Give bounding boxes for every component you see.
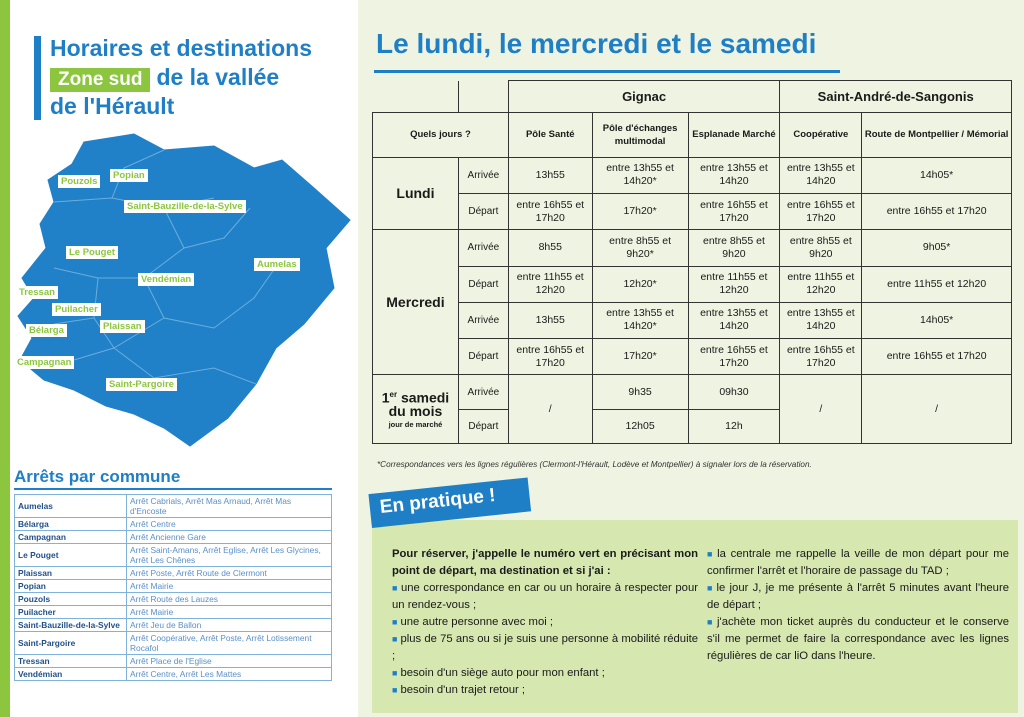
time-cell: 17h20* <box>592 193 688 229</box>
practice-item: ■ j'achète mon ticket auprès du conducteur et le conserve s'il me permet de faire la correspondance avec les lignes régulières de car liO dans l'heure. <box>707 616 1009 662</box>
stops-row <box>15 606 332 619</box>
time-cell: entre 8h55 et 9h20 <box>688 230 780 266</box>
town-saint-bauzille: Saint-Bauzille-de-la-Sylve <box>124 200 246 213</box>
commune-name: Bélarga <box>15 518 127 531</box>
page-title <box>50 34 350 121</box>
stop-pole-echanges: Pôle d'échanges multimodal <box>592 113 688 157</box>
practice-item: ■ la centrale me rappelle la veille de mon départ pour me confirmer l'arrêt et l'horaire de passage du TAD ; <box>707 548 1009 577</box>
quels-jours-header: Quels jours ? <box>373 113 509 157</box>
row-type: Arrivée <box>458 157 508 193</box>
practice-item: ■ une correspondance en car ou un horaire à respecter pour un rendez-vous ; <box>392 582 699 611</box>
time-cell: entre 16h55 et 17h20 <box>862 193 1012 229</box>
commune-name: Saint-Bauzille-de-la-Sylve <box>15 619 127 632</box>
town-popian: Popian <box>110 169 148 182</box>
day-samedi <box>373 375 459 444</box>
commune-name: Saint-Pargoire <box>15 632 127 655</box>
commune-name: Puilacher <box>15 606 127 619</box>
row-type: Départ <box>458 409 508 443</box>
time-cell: entre 8h55 et 9h20* <box>592 230 688 266</box>
commune-name: Tressan <box>15 655 127 668</box>
schedule-footnote: *Correspondances vers les lignes régulières (Clermont-l'Hérault, Lodève et Montpellier) à signaler lors de la réservation. <box>377 460 812 469</box>
stops-row <box>15 518 332 531</box>
slash-cell: / <box>508 375 592 444</box>
commune-stops: Arrêt Ancienne Gare <box>127 531 332 544</box>
stops-row <box>15 593 332 606</box>
stops-title-underline <box>14 488 332 490</box>
samedi-label: samedi du mois <box>388 389 450 419</box>
row-type: Arrivée <box>458 302 508 338</box>
commune-name: Plaissan <box>15 567 127 580</box>
time-cell: entre 16h55 et 17h20 <box>862 339 1012 375</box>
row-type: Arrivée <box>458 230 508 266</box>
town-plaissan: Plaissan <box>100 320 145 333</box>
town-aumelas: Aumelas <box>254 258 300 271</box>
time-cell: 9h35 <box>592 375 688 409</box>
bullet-icon: ■ <box>392 617 398 627</box>
practice-column-1 <box>392 546 698 699</box>
time-cell: entre 16h55 et 17h20 <box>508 193 592 229</box>
commune-stops: Arrêt Jeu de Ballon <box>127 619 332 632</box>
row-type: Départ <box>458 266 508 302</box>
stops-table <box>14 494 332 681</box>
commune-name: Vendémian <box>15 668 127 681</box>
commune-stops: Arrêt Poste, Arrêt Route de Clermont <box>127 567 332 580</box>
stops-row <box>15 668 332 681</box>
commune-stops: Arrêt Mairie <box>127 580 332 593</box>
stop-esplanade: Esplanade Marché <box>688 113 780 157</box>
time-cell: entre 13h55 et 14h20 <box>688 157 780 193</box>
practice-item: ■ plus de 75 ans ou si je suis une personne à mobilité réduite ; <box>392 633 699 662</box>
stops-title: Arrêts par commune <box>14 467 181 486</box>
bullet-icon: ■ <box>707 617 715 627</box>
time-cell: entre 11h55 et 12h20 <box>780 266 862 302</box>
green-edge <box>0 0 10 717</box>
stops-row <box>15 632 332 655</box>
slash-cell: / <box>862 375 1012 444</box>
time-cell: entre 13h55 et 14h20 <box>780 302 862 338</box>
practice-item: ■ le jour J, je me présente à l'arrêt 5 minutes avant l'heure de départ ; <box>707 582 1009 611</box>
time-cell: entre 11h55 et 12h20 <box>862 266 1012 302</box>
practice-item: ■ besoin d'un siège auto pour mon enfant ; <box>392 667 605 679</box>
location-saint-andre: Saint-André-de-Sangonis <box>780 81 1012 113</box>
commune-stops: Arrêt Coopérative, Arrêt Poste, Arrêt Lotissement Rocafol <box>127 632 332 655</box>
samedi-sup: er <box>389 389 398 399</box>
time-cell: 13h55 <box>508 302 592 338</box>
stop-route-montpellier: Route de Montpellier / Mémorial <box>862 113 1012 157</box>
town-puilacher: Puilacher <box>52 303 101 316</box>
bullet-icon: ■ <box>392 685 398 695</box>
town-tressan: Tressan <box>16 286 58 299</box>
time-cell: 9h05* <box>862 230 1012 266</box>
time-cell: entre 8h55 et 9h20 <box>780 230 862 266</box>
zone-badge: Zone sud <box>50 68 150 92</box>
schedule-table <box>372 80 1012 444</box>
bullet-icon: ■ <box>707 583 714 593</box>
schedule-title: Le lundi, le mercredi et le samedi <box>376 28 817 59</box>
title-accent-bar <box>34 36 41 120</box>
stops-row <box>15 580 332 593</box>
time-cell: entre 13h55 et 14h20 <box>780 157 862 193</box>
location-gignac: Gignac <box>508 81 780 113</box>
day-mercredi: Mercredi <box>373 230 459 375</box>
practice-tag: En pratique ! <box>368 477 531 528</box>
time-cell: 14h05* <box>862 157 1012 193</box>
commune-stops: Arrêt Saint-Amans, Arrêt Eglise, Arrêt Les Glycines, Arrêt Les Chênes <box>127 544 332 567</box>
commune-stops: Arrêt Centre <box>127 518 332 531</box>
commune-stops: Arrêt Mairie <box>127 606 332 619</box>
stops-row <box>15 544 332 567</box>
row-type: Arrivée <box>458 375 508 409</box>
time-cell: 13h55 <box>508 157 592 193</box>
town-pouzols: Pouzols <box>58 175 100 188</box>
time-cell: 8h55 <box>508 230 592 266</box>
time-cell: 09h30 <box>688 375 780 409</box>
time-cell: entre 11h55 et 12h20 <box>688 266 780 302</box>
schedule-title-underline <box>374 70 840 73</box>
time-cell: 17h20* <box>592 339 688 375</box>
stops-row <box>15 495 332 518</box>
town-saint-pargoire: Saint-Pargoire <box>106 378 177 391</box>
commune-stops: Arrêt Place de l'Eglise <box>127 655 332 668</box>
time-cell: 12h <box>688 409 780 443</box>
time-cell: 12h05 <box>592 409 688 443</box>
time-cell: entre 16h55 et 17h20 <box>688 193 780 229</box>
commune-name: Popian <box>15 580 127 593</box>
stop-pole-sante: Pôle Santé <box>508 113 592 157</box>
town-belarga: Bélarga <box>26 324 67 337</box>
commune-stops: Arrêt Cabrials, Arrêt Mas Arnaud, Arrêt Mas d'Encoste <box>127 495 332 518</box>
time-cell: entre 16h55 et 17h20 <box>688 339 780 375</box>
stops-row <box>15 655 332 668</box>
practice-lead: Pour réserver, j'appelle le numéro vert en précisant mon point de départ, ma destination et si j'ai : <box>392 548 698 577</box>
town-campagnan: Campagnan <box>14 356 74 369</box>
row-type: Départ <box>458 339 508 375</box>
bullet-icon: ■ <box>392 634 398 644</box>
corner-cell <box>373 81 459 113</box>
day-lundi: Lundi <box>373 157 459 230</box>
commune-stops: Arrêt Centre, Arrêt Les Mattes <box>127 668 332 681</box>
town-vendemian: Vendémian <box>138 273 194 286</box>
commune-map <box>14 128 352 454</box>
row-type: Départ <box>458 193 508 229</box>
time-cell: entre 16h55 et 17h20 <box>780 193 862 229</box>
bullet-icon: ■ <box>392 583 398 593</box>
commune-name: Aumelas <box>15 495 127 518</box>
commune-stops: Arrêt Route des Lauzes <box>127 593 332 606</box>
stops-row <box>15 619 332 632</box>
practice-item: ■ une autre personne avec moi ; <box>392 616 554 628</box>
time-cell: 14h05* <box>862 302 1012 338</box>
title-line-1: Horaires et destinations <box>50 35 313 61</box>
time-cell: entre 16h55 et 17h20 <box>780 339 862 375</box>
practice-column-2 <box>707 546 1009 665</box>
time-cell: 12h20* <box>592 266 688 302</box>
stop-cooperative: Coopérative <box>780 113 862 157</box>
time-cell: entre 11h55 et 12h20 <box>508 266 592 302</box>
samedi-number: 1 <box>381 389 390 406</box>
town-le-pouget: Le Pouget <box>66 246 118 259</box>
bullet-icon: ■ <box>392 668 398 678</box>
title-line-2: de la vallée <box>156 64 280 90</box>
stops-row <box>15 567 332 580</box>
commune-name: Pouzols <box>15 593 127 606</box>
corner-cell-2 <box>458 81 508 113</box>
stops-row <box>15 531 332 544</box>
time-cell: entre 16h55 et 17h20 <box>508 339 592 375</box>
bullet-icon: ■ <box>707 549 715 559</box>
time-cell: entre 13h55 et 14h20* <box>592 157 688 193</box>
title-line-3: de l'Hérault <box>50 93 175 119</box>
commune-name: Campagnan <box>15 531 127 544</box>
practice-item: ■ besoin d'un trajet retour ; <box>392 684 526 696</box>
time-cell: entre 13h55 et 14h20 <box>688 302 780 338</box>
samedi-market: jour de marché <box>388 419 443 429</box>
commune-name: Le Pouget <box>15 544 127 567</box>
slash-cell: / <box>780 375 862 444</box>
time-cell: entre 13h55 et 14h20* <box>592 302 688 338</box>
